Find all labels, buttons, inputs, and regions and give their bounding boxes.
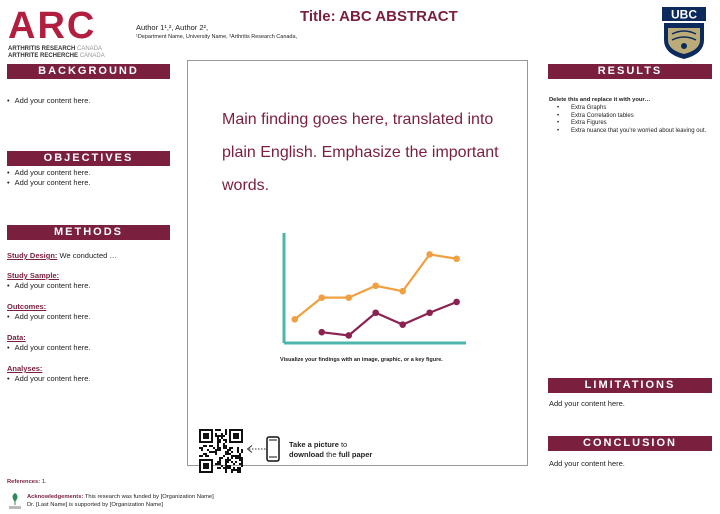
download-cta [289, 440, 372, 460]
methods-body [7, 251, 172, 384]
list-item: • Extra nuance that you're worried about leaving out. [557, 128, 707, 136]
list-item: • Extra Graphs [557, 105, 707, 113]
list-item: • Add your content here. [7, 178, 172, 188]
data-point-1-2 [372, 309, 379, 316]
leaf-icon [8, 491, 22, 511]
cta-part5: full paper [338, 450, 373, 459]
logo-line1-light: CANADA [77, 46, 103, 52]
cta-part4: the [324, 450, 339, 459]
conclusion-header: CONCLUSION [548, 436, 712, 451]
data-point-1-5 [453, 299, 460, 306]
data-point-0-4 [399, 288, 406, 295]
main-finding: Main finding goes here, translated into plain English. Emphasize the important words. [222, 111, 499, 194]
limitations-text: Add your content here. [549, 399, 625, 408]
study-sample-label: Study Sample: [7, 271, 60, 280]
poster-title: Title: ABC ABSTRACT [300, 8, 458, 25]
ubc-logo [654, 6, 714, 60]
key-figure-chart [250, 225, 470, 355]
objectives-list [7, 168, 172, 188]
data-point-1-3 [399, 321, 406, 328]
list-item: • Add your content here. [7, 374, 172, 384]
outcomes-label: Outcomes: [7, 302, 47, 311]
results-intro: Delete this and replace it with your… [549, 97, 651, 103]
qr-code[interactable] [199, 429, 243, 473]
list-item: • Add your content here. [7, 168, 172, 178]
data-point-0-0 [291, 316, 298, 323]
arc-logo [8, 6, 118, 58]
series-line-1 [322, 302, 457, 335]
background-header: BACKGROUND [7, 64, 170, 79]
data-point-0-2 [345, 294, 352, 301]
logo-line2-light: CANADA [79, 53, 105, 59]
acknowledgements [27, 493, 214, 509]
ack-text: This research was funded by [Organization Name] [83, 494, 214, 500]
ack-text-2: Dr. [Last Name] is supported by [Organization Name] [27, 502, 163, 508]
ubc-logo-text: UBC [671, 7, 697, 22]
conclusion-text: Add your content here. [549, 459, 625, 468]
references-label: References: [7, 479, 41, 485]
ack-label: Acknowledgements: [27, 494, 84, 500]
list-item: • Add your content here. [7, 343, 172, 353]
data-point-1-0 [318, 329, 325, 336]
logo-line1-bold: ARTHRITIS RESEARCH [8, 46, 76, 52]
analyses-label: Analyses: [7, 364, 43, 373]
data-point-0-1 [318, 294, 325, 301]
arc-logo-mark: ARC [8, 5, 97, 47]
methods-header: METHODS [7, 225, 170, 240]
smartphone-icon [266, 436, 280, 462]
list-item: • Extra Figures [557, 120, 707, 128]
results-header: RESULTS [548, 64, 712, 79]
study-design-text: We conducted … [57, 251, 117, 260]
data-point-0-5 [426, 251, 433, 258]
references [7, 479, 47, 485]
data-point-0-6 [453, 255, 460, 262]
logo-line2-bold: ARTHRITE RECHERCHE [8, 53, 79, 59]
list-item: • Add your content here. [7, 312, 172, 322]
list-item: • Extra Correlation tables [557, 113, 707, 121]
data-point-1-1 [345, 332, 352, 339]
data-label: Data: [7, 333, 26, 342]
list-item: • Add your content here. [7, 96, 172, 106]
limitations-header: LIMITATIONS [548, 378, 712, 393]
authors: Author 1¹,², Author 2², [136, 23, 209, 32]
affiliations: ¹Department Name, University Name, ²Arthritis Research Canada, [136, 34, 298, 40]
references-text: 1. [40, 479, 47, 485]
objectives-header: OBJECTIVES [7, 151, 170, 166]
data-point-0-3 [372, 282, 379, 289]
cta-part3: download [289, 450, 324, 459]
figure-caption: Visualize your findings with an image, graphic, or a key figure. [280, 357, 443, 363]
results-list [557, 105, 707, 135]
background-list [7, 96, 172, 106]
cta-part2: to [338, 440, 348, 449]
data-point-1-4 [426, 309, 433, 316]
list-item: • Add your content here. [7, 281, 172, 291]
arrow-left-icon [246, 444, 268, 454]
study-design-label: Study Design: [7, 251, 58, 260]
cta-part1: Take a picture [289, 440, 339, 449]
